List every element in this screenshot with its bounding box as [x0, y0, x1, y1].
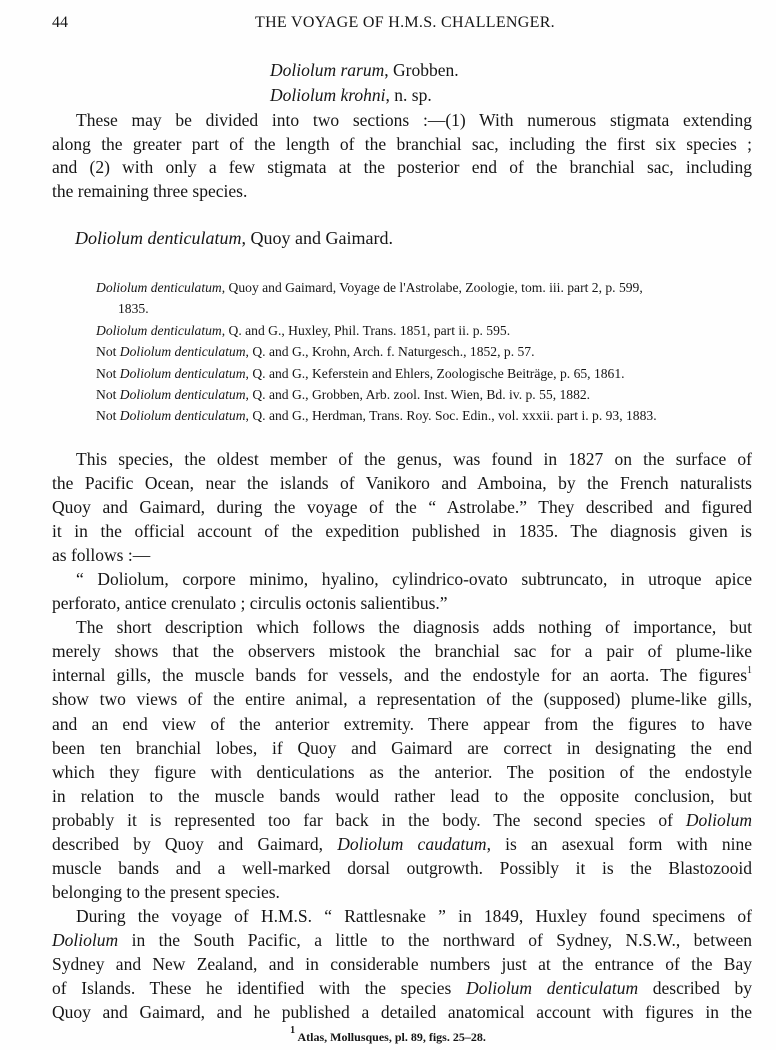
text-run: show two views of the entire animal, a representation of the (supposed) plume-like gills,	[52, 689, 752, 710]
text-run: Quoy and Gaimard, during the voyage of the “ Astrolabe.” They described and figured	[52, 497, 752, 518]
text-run: probably it is represented too far back in the body. The second species of	[52, 809, 686, 830]
footnote-reference: 1	[747, 665, 752, 677]
text-line	[52, 591, 752, 615]
italic-text: Doliolum denticulatum	[119, 344, 246, 360]
italic-text: Doliolum denticulatum	[465, 978, 639, 999]
text-run: During the voyage of H.M.S. “ Rattlesnake ” in 1849, Huxley found specimens of	[76, 905, 752, 926]
text-line	[52, 663, 752, 687]
text-run: , Grobben.	[384, 60, 459, 80]
text-run: in relation to the muscle bands would rather lead to the opposite conclusion, but	[52, 785, 752, 806]
text-run: These may be divided into two sections :—(1) With numerous stigmata extending	[76, 110, 752, 130]
italic-text: Doliolum denticulatum	[119, 408, 246, 424]
text-run: and an end view of the anterior extremity. There appear from the figures to have	[52, 713, 752, 734]
italic-text: Doliolum denticulatum	[96, 280, 222, 295]
text-run: , Q. and G., Herdman, Trans. Roy. Soc. Edin., vol. xxxii. part i. p. 93, 1883.	[245, 408, 657, 424]
text-run: Not	[96, 344, 120, 360]
text-run: internal gills, the muscle bands for vessels, and the endostyle for an aorta. The figures	[52, 665, 747, 686]
text-line	[96, 277, 726, 298]
text-run: , Quoy and Gaimard, Voyage de l'Astrolabe, Zoologie, tom. iii. part 2, p. 599,	[221, 280, 643, 295]
text-run: been ten branchial lobes, if Quoy and Gaimard are correct in designating the end	[52, 737, 752, 758]
paragraph-sections	[52, 109, 752, 203]
text-line	[52, 760, 752, 784]
text-line	[52, 639, 752, 663]
footnote-text: Atlas, Mollusques, pl. 89, figs. 25–28.	[295, 1030, 486, 1044]
text-line	[52, 808, 752, 832]
running-title: THE VOYAGE OF H.M.S. CHALLENGER.	[255, 14, 555, 31]
text-run: Sydney and New Zealand, and in considerable numbers just at the entrance of the Bay	[52, 953, 752, 974]
text-run: , Q. and G., Huxley, Phil. Trans. 1851, part ii. p. 595.	[221, 322, 511, 338]
text-line	[52, 904, 752, 928]
text-run: and (2) with only a few stigmata at the posterior end of the branchial sac, including	[52, 157, 752, 178]
synonymy-references	[96, 277, 726, 427]
text-line	[52, 471, 752, 495]
text-line	[270, 58, 570, 83]
text-run: as follows :—	[52, 545, 151, 566]
text-line	[52, 856, 752, 880]
text-run: muscle bands and a well-marked dorsal outgrowth. Possibly it is the Blastozooid	[52, 857, 752, 878]
text-run: the remaining three species.	[52, 180, 248, 201]
text-line	[52, 109, 752, 133]
text-line	[52, 1000, 752, 1024]
text-line	[52, 832, 752, 856]
italic-text: Doliolum denticulatum	[75, 228, 242, 248]
text-line	[96, 405, 726, 426]
text-line	[52, 156, 752, 180]
text-run: it in the official account of the expedition published in 1835. The diagnosis given is	[52, 521, 752, 542]
text-run: along the greater part of the length of the branchial sac, including the first six species ;	[52, 133, 752, 154]
text-line	[52, 712, 752, 736]
footnote-marker: 1	[290, 1025, 296, 1036]
text-line	[96, 363, 726, 384]
italic-text: Doliolum	[685, 809, 752, 830]
text-line	[52, 928, 752, 952]
text-line	[96, 298, 726, 319]
italic-text: Doliolum rarum	[270, 60, 385, 80]
text-line	[96, 341, 726, 362]
text-line	[270, 83, 570, 108]
footnote	[0, 1025, 776, 1045]
text-run: Quoy and Gaimard, and he published a detailed anatomical account with figures in the	[52, 1002, 752, 1023]
text-line	[52, 543, 752, 567]
text-line	[52, 880, 752, 904]
text-line	[96, 320, 726, 341]
italic-text: Doliolum krohni	[270, 85, 386, 105]
text-line	[52, 519, 752, 543]
text-run: belonging to the present species.	[52, 881, 280, 902]
text-line	[52, 495, 752, 519]
text-line	[52, 736, 752, 760]
text-line	[52, 447, 752, 471]
species-heading	[75, 228, 775, 249]
text-run: “ Doliolum, corpore minimo, hyalino, cylindrico-ovato subtruncato, in utroque apice	[76, 569, 752, 590]
text-line	[52, 180, 752, 204]
text-run: The short description which follows the diagnosis adds nothing of importance, but	[76, 617, 752, 638]
text-line	[52, 784, 752, 808]
species-list	[270, 58, 570, 108]
text-run: which they figure with denticulations as the anterior. The position of the endostyle	[52, 761, 752, 782]
text-run: , Q. and G., Keferstein and Ehlers, Zoologische Beiträge, p. 65, 1861.	[245, 365, 625, 381]
text-run: of Islands. These he identified with the species	[52, 978, 466, 999]
text-run: Not	[96, 408, 120, 424]
text-run: , n. sp.	[385, 85, 432, 105]
text-line	[52, 687, 752, 711]
text-run: Not	[96, 387, 120, 403]
text-line	[52, 133, 752, 157]
text-run: described by	[638, 978, 752, 999]
italic-text: Doliolum denticulatum	[119, 365, 246, 381]
text-run: , Quoy and Gaimard.	[241, 228, 393, 248]
italic-text: Doliolum denticulatum	[119, 387, 246, 403]
text-run: This species, the oldest member of the genus, was found in 1827 on the surface of	[76, 449, 752, 469]
text-run: merely shows that the observers mistook the branchial sac for a pair of plume-like	[52, 641, 752, 662]
text-run: 1835.	[118, 301, 149, 317]
text-line	[52, 952, 752, 976]
text-run: the Pacific Ocean, near the islands of Vanikoro and Amboina, by the French naturalists	[52, 473, 752, 494]
text-run: perforato, antice crenulato ; circulis octonis salientibus.”	[52, 593, 448, 614]
text-line	[52, 976, 752, 1000]
text-run: , Q. and G., Krohn, Arch. f. Naturgesch., 1852, p. 57.	[245, 344, 535, 360]
text-line	[52, 567, 752, 591]
italic-text: Doliolum	[52, 929, 119, 950]
text-line	[52, 615, 752, 639]
text-line	[96, 384, 726, 405]
italic-text: Doliolum denticulatum	[96, 322, 222, 338]
text-run: , is an asexual form with nine	[486, 833, 752, 854]
text-run: Not	[96, 365, 120, 381]
page-number: 44	[52, 14, 68, 31]
text-run: described by Quoy and Gaimard,	[52, 833, 338, 854]
body-text	[52, 447, 752, 1024]
italic-text: Doliolum caudatum	[337, 833, 487, 854]
text-run: in the South Pacific, a little to the northward of Sydney, N.S.W., between	[118, 929, 752, 950]
text-run: , Q. and G., Grobben, Arb. zool. Inst. Wien, Bd. iv. p. 55, 1882.	[245, 387, 591, 403]
running-header	[52, 14, 752, 36]
